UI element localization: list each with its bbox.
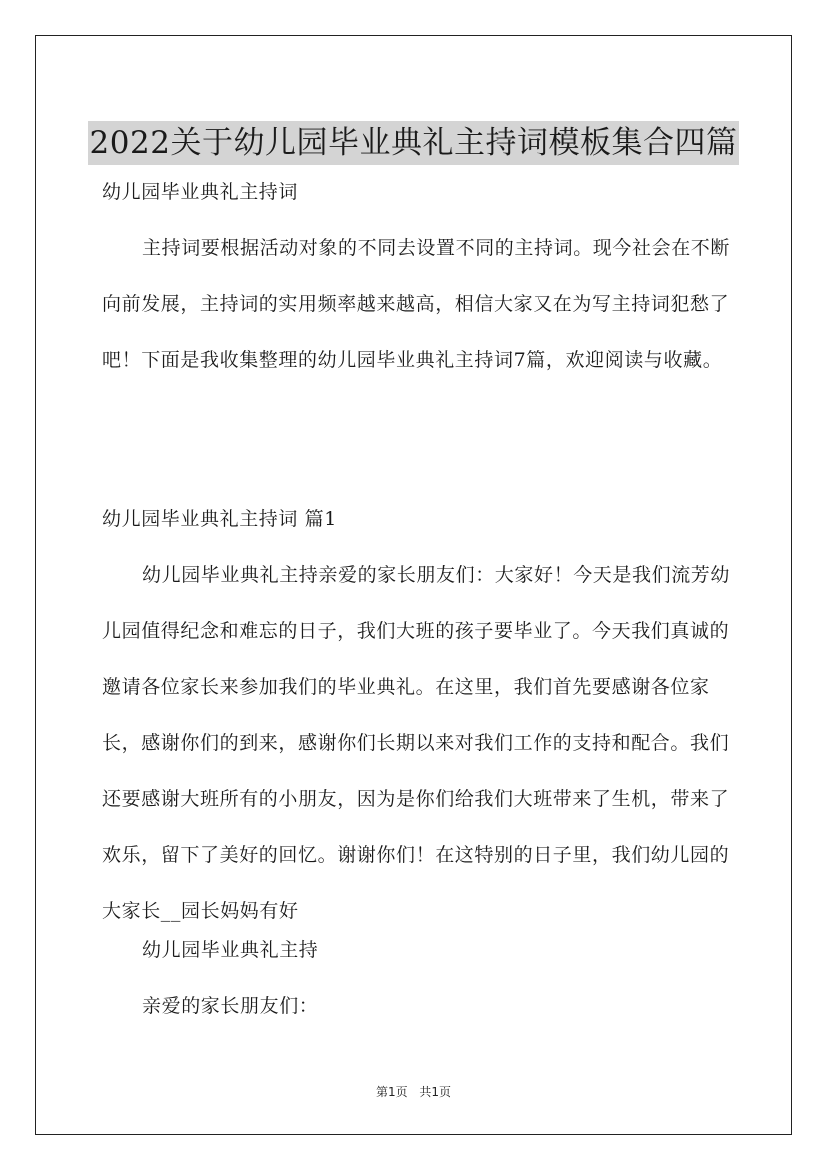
- intro-paragraph: 主持词要根据活动对象的不同去设置不同的主持词。现今社会在不断向前发展，主持词的实用频率越来越高，相信大家又在为写主持词犯愁了吧！下面是我收集整理的幼儿园毕业典礼主持词7篇，欢迎阅读与收藏。: [102, 237, 731, 371]
- section-paragraph: 幼儿园毕业典礼主持亲爱的家长朋友们：大家好！今天是我们流芳幼儿园值得纪念和难忘的日子，我们大班的孩子要毕业了。今天我们真诚的邀请各位家长来参加我们的毕业典礼。在这里，我们首先要感谢各位家长，感谢你们的到来，感谢你们长期以来对我们工作的支持和配合。我们还要感谢大班所有的小朋友，因为是你们给我们大班带来了生机，带来了欢乐，留下了美好的回忆。谢谢你们！在这特别的日子里，我们幼儿园的大家长__园长妈妈有好: [102, 564, 731, 922]
- body-line-ceremony: 幼儿园毕业典礼主持: [142, 939, 319, 961]
- section-heading: 幼儿园毕业典礼主持词 篇1: [102, 508, 337, 530]
- page-footer: [0, 1083, 827, 1100]
- page-number-total: 共1页: [419, 1085, 452, 1099]
- intro-heading: 幼儿园毕业典礼主持词: [102, 181, 299, 203]
- page-number-current: 第1页: [375, 1085, 408, 1099]
- document-title: 2022关于幼儿园毕业典礼主持词模板集合四篇: [88, 121, 740, 165]
- body-line-greeting: 亲爱的家长朋友们：: [142, 995, 319, 1017]
